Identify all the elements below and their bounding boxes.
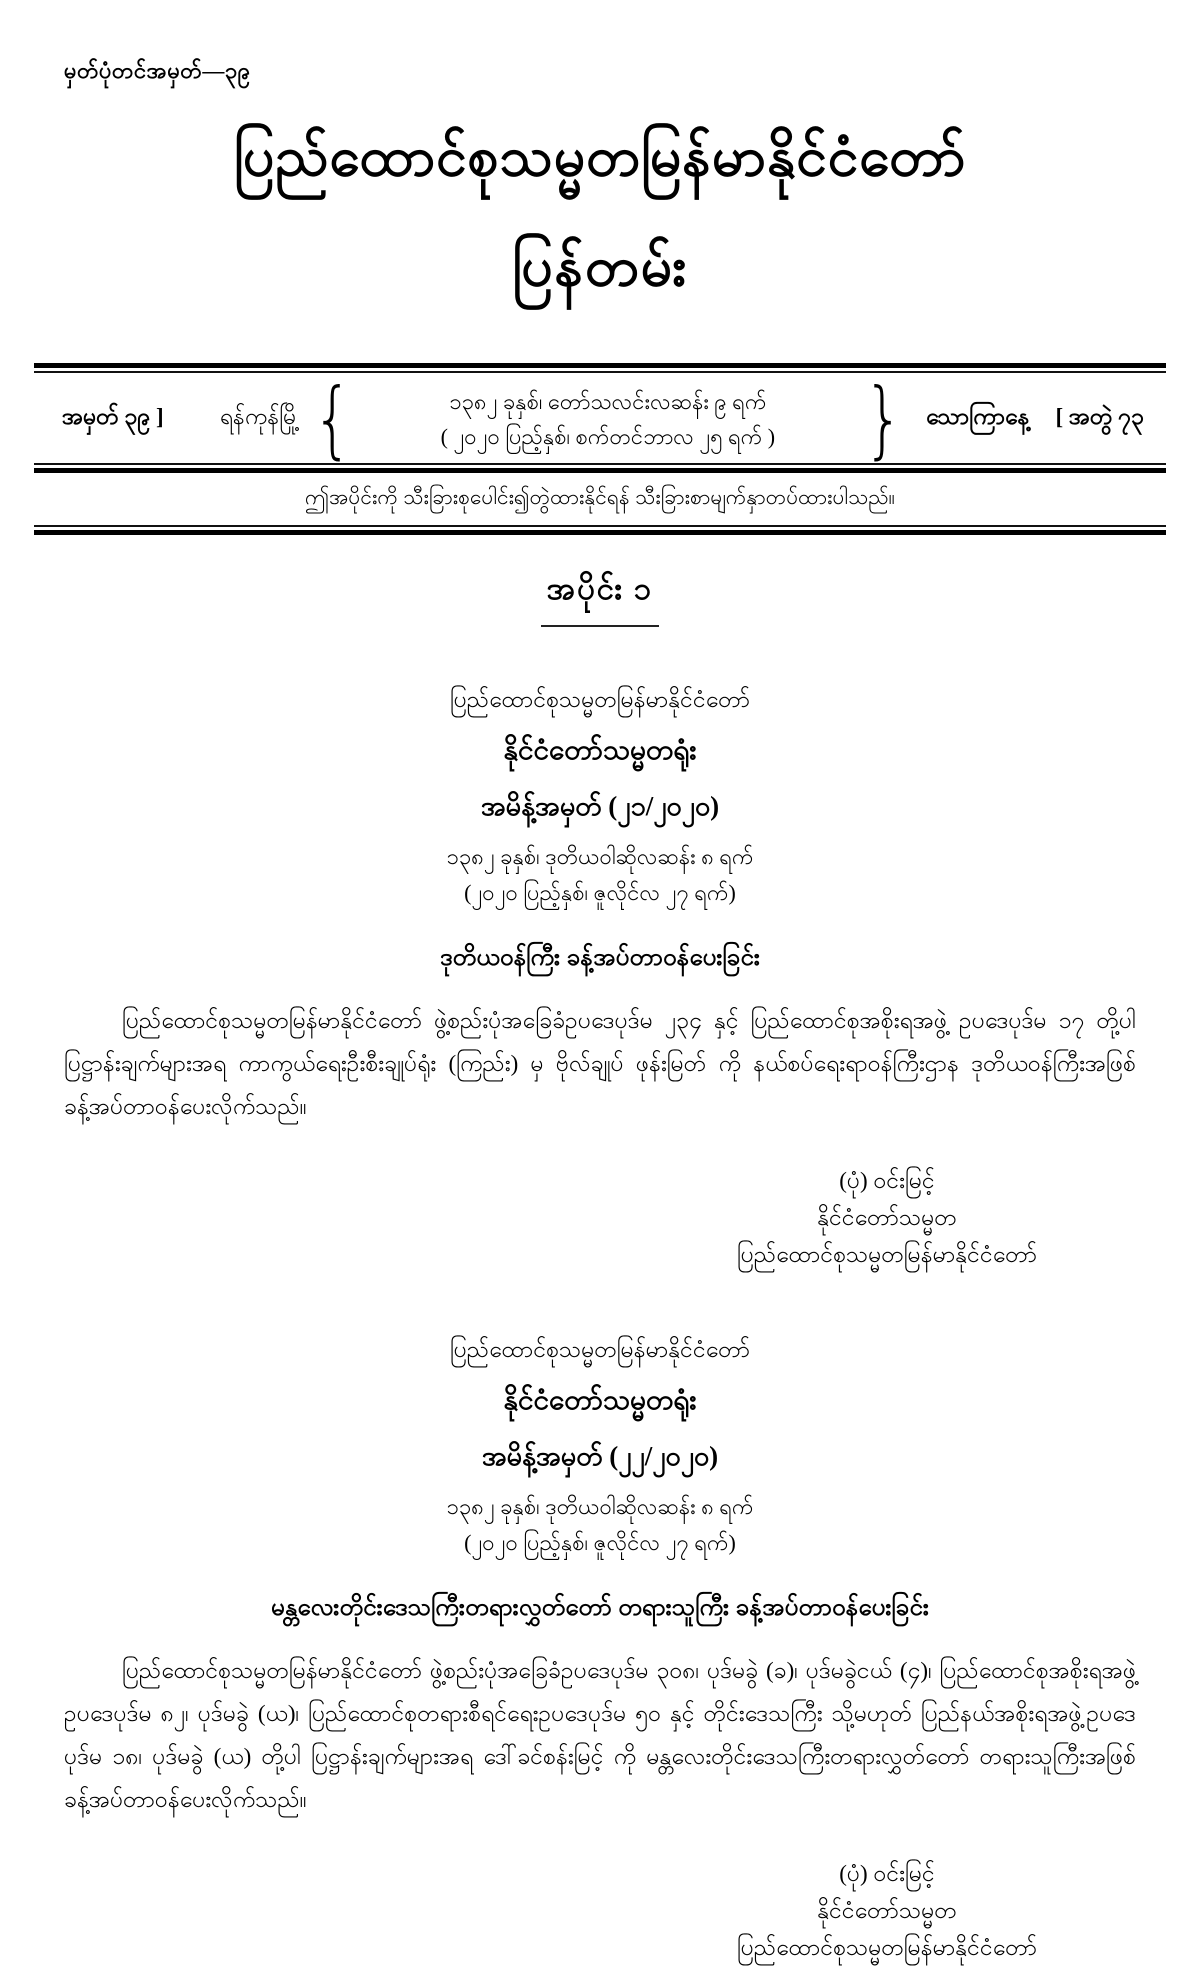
registration-number: မှတ်ပုံတင်အမှတ်—၃၉ [64,58,251,83]
city-label: ရန်ကုန်မြို့ [219,404,300,429]
order-office-line: နိုင်ငံတော်သမ္မတရုံး [503,735,697,766]
signature-title: နိုင်ငံတော်သမ္မတ [817,1205,957,1230]
order-number-line: အမိန့်အမှတ် (၂၁/၂၀၂၀) [480,791,720,821]
signature-name: (ပုံ) ဝင်းမြင့် [839,1861,935,1886]
order-section-22-2020 [0,1335,1200,1966]
issue-date-gregorian: ( ၂၀၂၀ ပြည့်နှစ်၊ စက်တင်ဘာလ ၂၅ ရက် ) [440,424,776,449]
part-heading: အပိုင်း ၁ [546,571,654,606]
issue-date-block [365,384,850,454]
order-date-myanmar: ၁၃၈၂ ခုနှစ်၊ ဒုတိယဝါဆိုလဆန်း ၈ ရက် [446,844,754,869]
signature-block [722,1162,1052,1273]
masthead-title: ပြည်ထောင်စုသမ္မတမြန်မာနိုင်ငံတော် [233,126,967,187]
signature-org: ပြည်ထောင်စုသမ္မတမြန်မာနိုင်ငံတော် [736,1242,1038,1267]
masthead-divider [34,363,1166,373]
signature-org: ပြည်ထောင်စုသမ္မတမြန်မာနိုင်ငံတော် [736,1935,1038,1960]
signature-block [722,1855,1052,1966]
order-date-gregorian: (၂၀၂၀ ပြည့်နှစ်၊ ဇူလိုင်လ ၂၇ ရက်) [464,1530,736,1555]
notice-divider [34,525,1166,535]
signature-title: နိုင်ငံတော်သမ္မတ [817,1898,957,1923]
issue-info-bar [0,370,1200,468]
order-body-paragraph: ပြည်ထောင်စုသမ္မတမြန်မာနိုင်ငံတော် ဖွဲ့စည်းပုံအခြေခံဥပဒေပုဒ်မ ၃၀၈၊ ပုဒ်မခွဲ (ခ)၊ ပုဒ်မခွဲငယ် (၄)၊ ပြည်ထောင်စုအစိုးရအဖွဲ့ ဥပဒေပုဒ်မ ၈၂၊ ပုဒ်မခွဲ (ယ)၊ ပြည်ထောင်စုတရားစီရင်ရေးဥပဒေပုဒ်မ ၅၀ နှင့် တိုင်းဒေသကြီး သို့မဟုတ် ပြည်နယ်အစိုးရအဖွဲ့ဥပဒေပုဒ်မ ၁၈၊ ပုဒ်မခွဲ (ယ) တို့ပါ ပြဋ္ဌာန်းချက်များအရ ဒေါ်ခင်စန်းမြင့် ကို မန္တလေးတိုင်းဒေသကြီးတရားလွှတ်တော် တရားသူကြီးအဖြစ် ခန့်အပ်တာဝန်ပေးလိုက်သည်။ [64,1658,1136,1812]
masthead-subtitle: ပြန်တမ်း [511,236,688,297]
issue-date-myanmar: ၁၃၈၂ ခုနှစ်၊ တော်သလင်းလဆန်း ၉ ရက် [449,389,767,414]
volume-label: [ အတွဲ ၇၃ [1055,404,1144,429]
order-section-21-2020 [0,685,1200,1273]
issue-number: အမှတ် ၃၉ ] [62,404,164,429]
signature-name: (ပုံ) ဝင်းမြင့် [839,1168,935,1193]
order-number-line: အမိန့်အမှတ် (၂၂/၂၀၂၀) [481,1441,719,1471]
order-body-paragraph: ပြည်ထောင်စုသမ္မတမြန်မာနိုင်ငံတော် ဖွဲ့စည်းပုံအခြေခံဥပဒေပုဒ်မ ၂၃၄ နှင့် ပြည်ထောင်စုအစိုးရအဖွဲ့ ဥပဒေပုဒ်မ ၁၇ တို့ပါ ပြဋ္ဌာန်းချက်များအရ ကာကွယ်ရေးဦးစီးချုပ်ရုံး (ကြည်း) မှ ဗိုလ်ချုပ် ဖုန်းမြတ် ကို နယ်စပ်ရေးရာဝန်ကြီးဌာန ဒုတိယဝန်ကြီးအဖြစ် ခန့်အပ်တာဝန်ပေးလိုက်သည်။ [64,1008,1136,1119]
close-brace-glyph: } [863,370,904,468]
order-country-line: ပြည်ထောင်စုသမ္မတမြန်မာနိုင်ငံတော် [449,687,751,712]
order-date-myanmar: ၁၃၈၂ ခုနှစ်၊ ဒုတိယဝါဆိုလဆန်း ၈ ရက် [446,1494,754,1519]
open-brace-glyph: { [312,370,353,468]
order-office-line: နိုင်ငံတော်သမ္မတရုံး [503,1385,697,1416]
order-title: ဒုတိယဝန်ကြီး ခန့်အပ်တာဝန်ပေးခြင်း [439,945,761,971]
order-date-gregorian: (၂၀၂၀ ပြည့်နှစ်၊ ဇူလိုင်လ ၂၇ ရက်) [464,880,736,905]
header-divider [34,463,1166,473]
weekday-label: သောကြာနေ့ [925,404,1030,429]
order-title: မန္တလေးတိုင်းဒေသကြီးတရားလွှတ်တော် တရားသူကြီး ခန့်အပ်တာဝန်ပေးခြင်း [270,1595,930,1621]
order-country-line: ပြည်ထောင်စုသမ္မတမြန်မာနိုင်ငံတော် [449,1337,751,1362]
binding-notice: ဤအပိုင်းကို သီးခြားစုပေါင်း၍တွဲထားနိုင်ရန် သီးခြားစာမျက်နှာတပ်ထားပါသည်။ [304,485,896,509]
part-heading-underline [541,625,659,627]
